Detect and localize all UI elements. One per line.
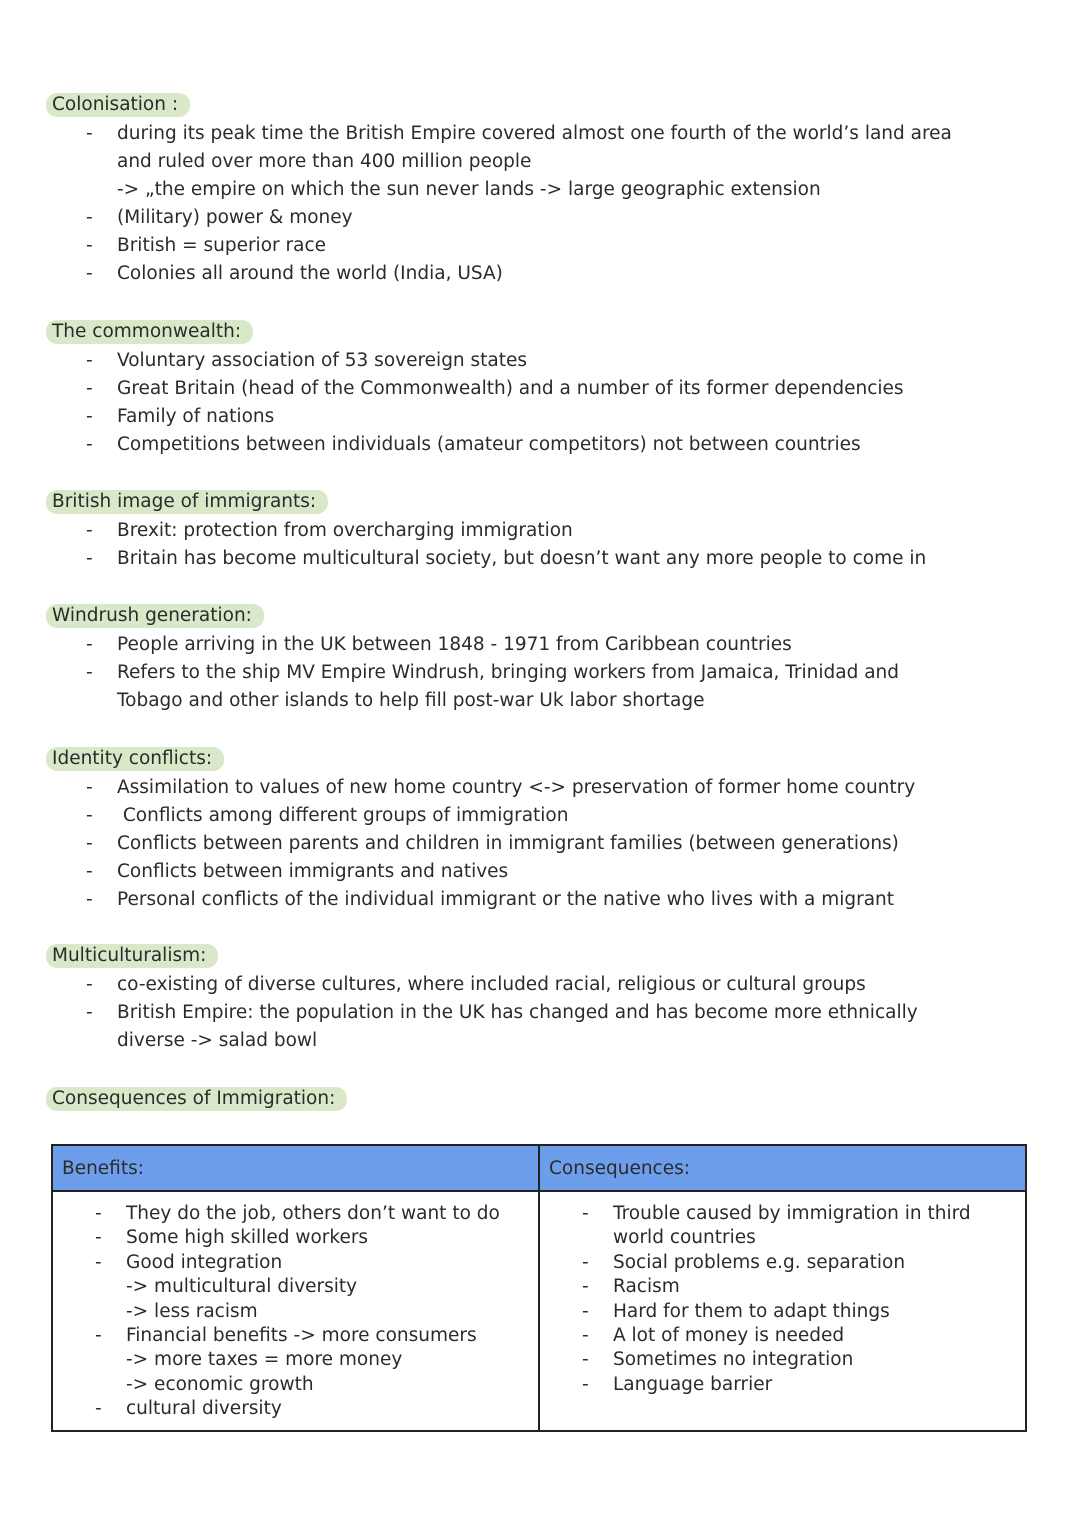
bullet-dash: - — [95, 1203, 102, 1224]
table-list-item — [540, 1348, 1025, 1372]
bullet-dash: - — [86, 974, 93, 995]
list-item-text: Conflicts among different groups of immigration — [117, 805, 569, 826]
list-item — [0, 545, 1080, 573]
bullet-list — [0, 347, 1080, 459]
list-item — [0, 260, 1080, 288]
table-list-item — [540, 1324, 1025, 1348]
table-list-item — [53, 1251, 538, 1324]
section-heading: The commonwealth: — [46, 320, 253, 344]
bullet-dash: - — [582, 1373, 589, 1395]
benefits-list — [53, 1192, 538, 1422]
consequences-header: Consequences: — [540, 1146, 1025, 1192]
bullet-dash: - — [95, 1251, 102, 1273]
section — [0, 604, 1080, 715]
list-item — [0, 886, 1080, 914]
section — [0, 747, 1080, 914]
table-item-text: -> less racism — [126, 1300, 258, 1322]
table-list-item — [540, 1300, 1025, 1324]
table-list-item — [53, 1202, 538, 1226]
bullet-dash: - — [86, 1002, 93, 1023]
list-item — [0, 431, 1080, 459]
bullet-list — [0, 774, 1080, 914]
consequences-column — [540, 1146, 1025, 1430]
list-item — [0, 120, 1080, 204]
section — [0, 93, 1080, 288]
list-item-text: British = superior race — [117, 235, 326, 256]
table-item-text: cultural diversity — [126, 1398, 282, 1420]
bullet-dash: - — [95, 1325, 102, 1347]
bullet-list — [0, 517, 1080, 573]
table-list-item — [53, 1324, 538, 1397]
bullet-dash: - — [582, 1300, 589, 1322]
bullet-dash: - — [86, 634, 93, 655]
section-heading: Identity conflicts: — [46, 747, 224, 771]
list-item — [0, 403, 1080, 431]
table-item-text: -> more taxes = more money — [126, 1349, 403, 1371]
section — [0, 1087, 1080, 1114]
table-list-item — [53, 1226, 538, 1250]
table-list-item — [540, 1373, 1025, 1397]
list-item — [0, 774, 1080, 802]
list-item — [0, 631, 1080, 659]
list-item-text: diverse -> salad bowl — [117, 1030, 318, 1051]
list-item — [0, 802, 1080, 830]
list-item-text: Family of nations — [117, 406, 275, 427]
list-item — [0, 830, 1080, 858]
bullet-dash: - — [95, 1398, 102, 1420]
table-item-text: Financial benefits -> more consumers — [126, 1325, 477, 1347]
bullet-dash: - — [582, 1251, 589, 1273]
list-item — [0, 858, 1080, 886]
section — [0, 320, 1080, 459]
bullet-dash: - — [86, 548, 93, 569]
table-item-text: Social problems e.g. separation — [613, 1251, 906, 1273]
bullet-list — [0, 971, 1080, 1055]
bullet-dash: - — [86, 777, 93, 798]
bullet-dash: - — [582, 1325, 589, 1347]
table-item-text: Hard for them to adapt things — [613, 1300, 890, 1322]
list-item-text: -> „the empire on which the sun never lands -> large geographic extension — [117, 179, 821, 200]
list-item — [0, 971, 1080, 999]
list-item-text: Conflicts between immigrants and natives — [117, 861, 509, 882]
list-item — [0, 517, 1080, 545]
list-item — [0, 204, 1080, 232]
bullet-dash: - — [86, 889, 93, 910]
table-list-item — [540, 1275, 1025, 1299]
list-item-text: Conflicts between parents and children in immigrant families (between generations) — [117, 833, 899, 854]
section — [0, 944, 1080, 1055]
table-item-text: Sometimes no integration — [613, 1349, 854, 1371]
list-item-text: Brexit: protection from overcharging immigration — [117, 520, 573, 541]
list-item — [0, 232, 1080, 260]
bullet-dash: - — [86, 805, 93, 826]
bullet-dash: - — [95, 1227, 102, 1249]
list-item-text: Voluntary association of 53 sovereign states — [117, 350, 528, 371]
list-item-text: Great Britain (head of the Commonwealth) and a number of its former dependencies — [117, 378, 904, 399]
consequences-list — [540, 1192, 1025, 1397]
table-item-text: -> economic growth — [126, 1373, 314, 1395]
bullet-dash: - — [86, 861, 93, 882]
bullet-dash: - — [582, 1203, 589, 1224]
bullet-dash: - — [86, 378, 93, 399]
table-item-text: They do the job, others don’t want to do — [126, 1203, 500, 1224]
bullet-list — [0, 120, 1080, 288]
list-item-text: Britain has become multicultural society, but doesn’t want any more people to come in — [117, 548, 927, 569]
table-list-item — [540, 1251, 1025, 1275]
section — [0, 490, 1080, 573]
list-item-text: (Military) power & money — [117, 207, 353, 228]
list-item-text: Refers to the ship MV Empire Windrush, bringing workers from Jamaica, Trinidad and — [117, 662, 900, 683]
benefits-column — [53, 1146, 540, 1430]
bullet-dash: - — [86, 406, 93, 427]
table-item-text: Trouble caused by immigration in third — [613, 1203, 971, 1224]
table-list-item — [540, 1202, 1025, 1251]
list-item-text: Tobago and other islands to help fill post-war Uk labor shortage — [117, 690, 705, 711]
bullet-dash: - — [86, 350, 93, 371]
bullet-dash: - — [86, 520, 93, 541]
list-item — [0, 659, 1080, 715]
bullet-dash: - — [582, 1349, 589, 1371]
bullet-dash: - — [86, 434, 93, 455]
list-item-text: co-existing of diverse cultures, where included racial, religious or cultural groups — [117, 974, 866, 995]
section-heading: Consequences of Immigration: — [46, 1087, 347, 1111]
list-item-text: and ruled over more than 400 million people — [117, 151, 532, 172]
table-item-text: Some high skilled workers — [126, 1227, 369, 1249]
immigration-table — [51, 1144, 1027, 1432]
bullet-dash: - — [86, 263, 93, 284]
list-item — [0, 347, 1080, 375]
table-item-text: Racism — [613, 1276, 680, 1298]
list-item — [0, 999, 1080, 1055]
benefits-header: Benefits: — [53, 1146, 538, 1192]
list-item-text: People arriving in the UK between 1848 - 1971 from Caribbean countries — [117, 634, 792, 655]
list-item-text: Competitions between individuals (amateur competitors) not between countries — [117, 434, 861, 455]
list-item-text: Personal conflicts of the individual immigrant or the native who lives with a migrant — [117, 889, 895, 910]
bullet-dash: - — [86, 207, 93, 228]
table-list-item — [53, 1397, 538, 1421]
list-item-text: British Empire: the population in the UK has changed and has become more ethnically — [117, 1002, 918, 1023]
table-item-text: world countries — [613, 1227, 756, 1249]
list-item — [0, 375, 1080, 403]
bullet-dash: - — [582, 1276, 589, 1298]
section-heading: Colonisation : — [46, 93, 190, 117]
section-heading: Multiculturalism: — [46, 944, 218, 968]
section-heading: Windrush generation: — [46, 604, 264, 628]
bullet-dash: - — [86, 123, 93, 144]
bullet-dash: - — [86, 662, 93, 683]
list-item-text: Assimilation to values of new home country <-> preservation of former home country — [117, 777, 916, 798]
list-item-text: Colonies all around the world (India, USA) — [117, 263, 503, 284]
bullet-list — [0, 631, 1080, 715]
table-item-text: -> multicultural diversity — [126, 1276, 358, 1298]
section-heading: British image of immigrants: — [46, 490, 328, 514]
bullet-dash: - — [86, 833, 93, 854]
list-item-text: during its peak time the British Empire covered almost one fourth of the world’s land area — [117, 123, 952, 144]
table-item-text: Good integration — [126, 1251, 283, 1273]
bullet-dash: - — [86, 235, 93, 256]
table-item-text: Language barrier — [613, 1373, 773, 1395]
table-item-text: A lot of money is needed — [613, 1325, 845, 1347]
